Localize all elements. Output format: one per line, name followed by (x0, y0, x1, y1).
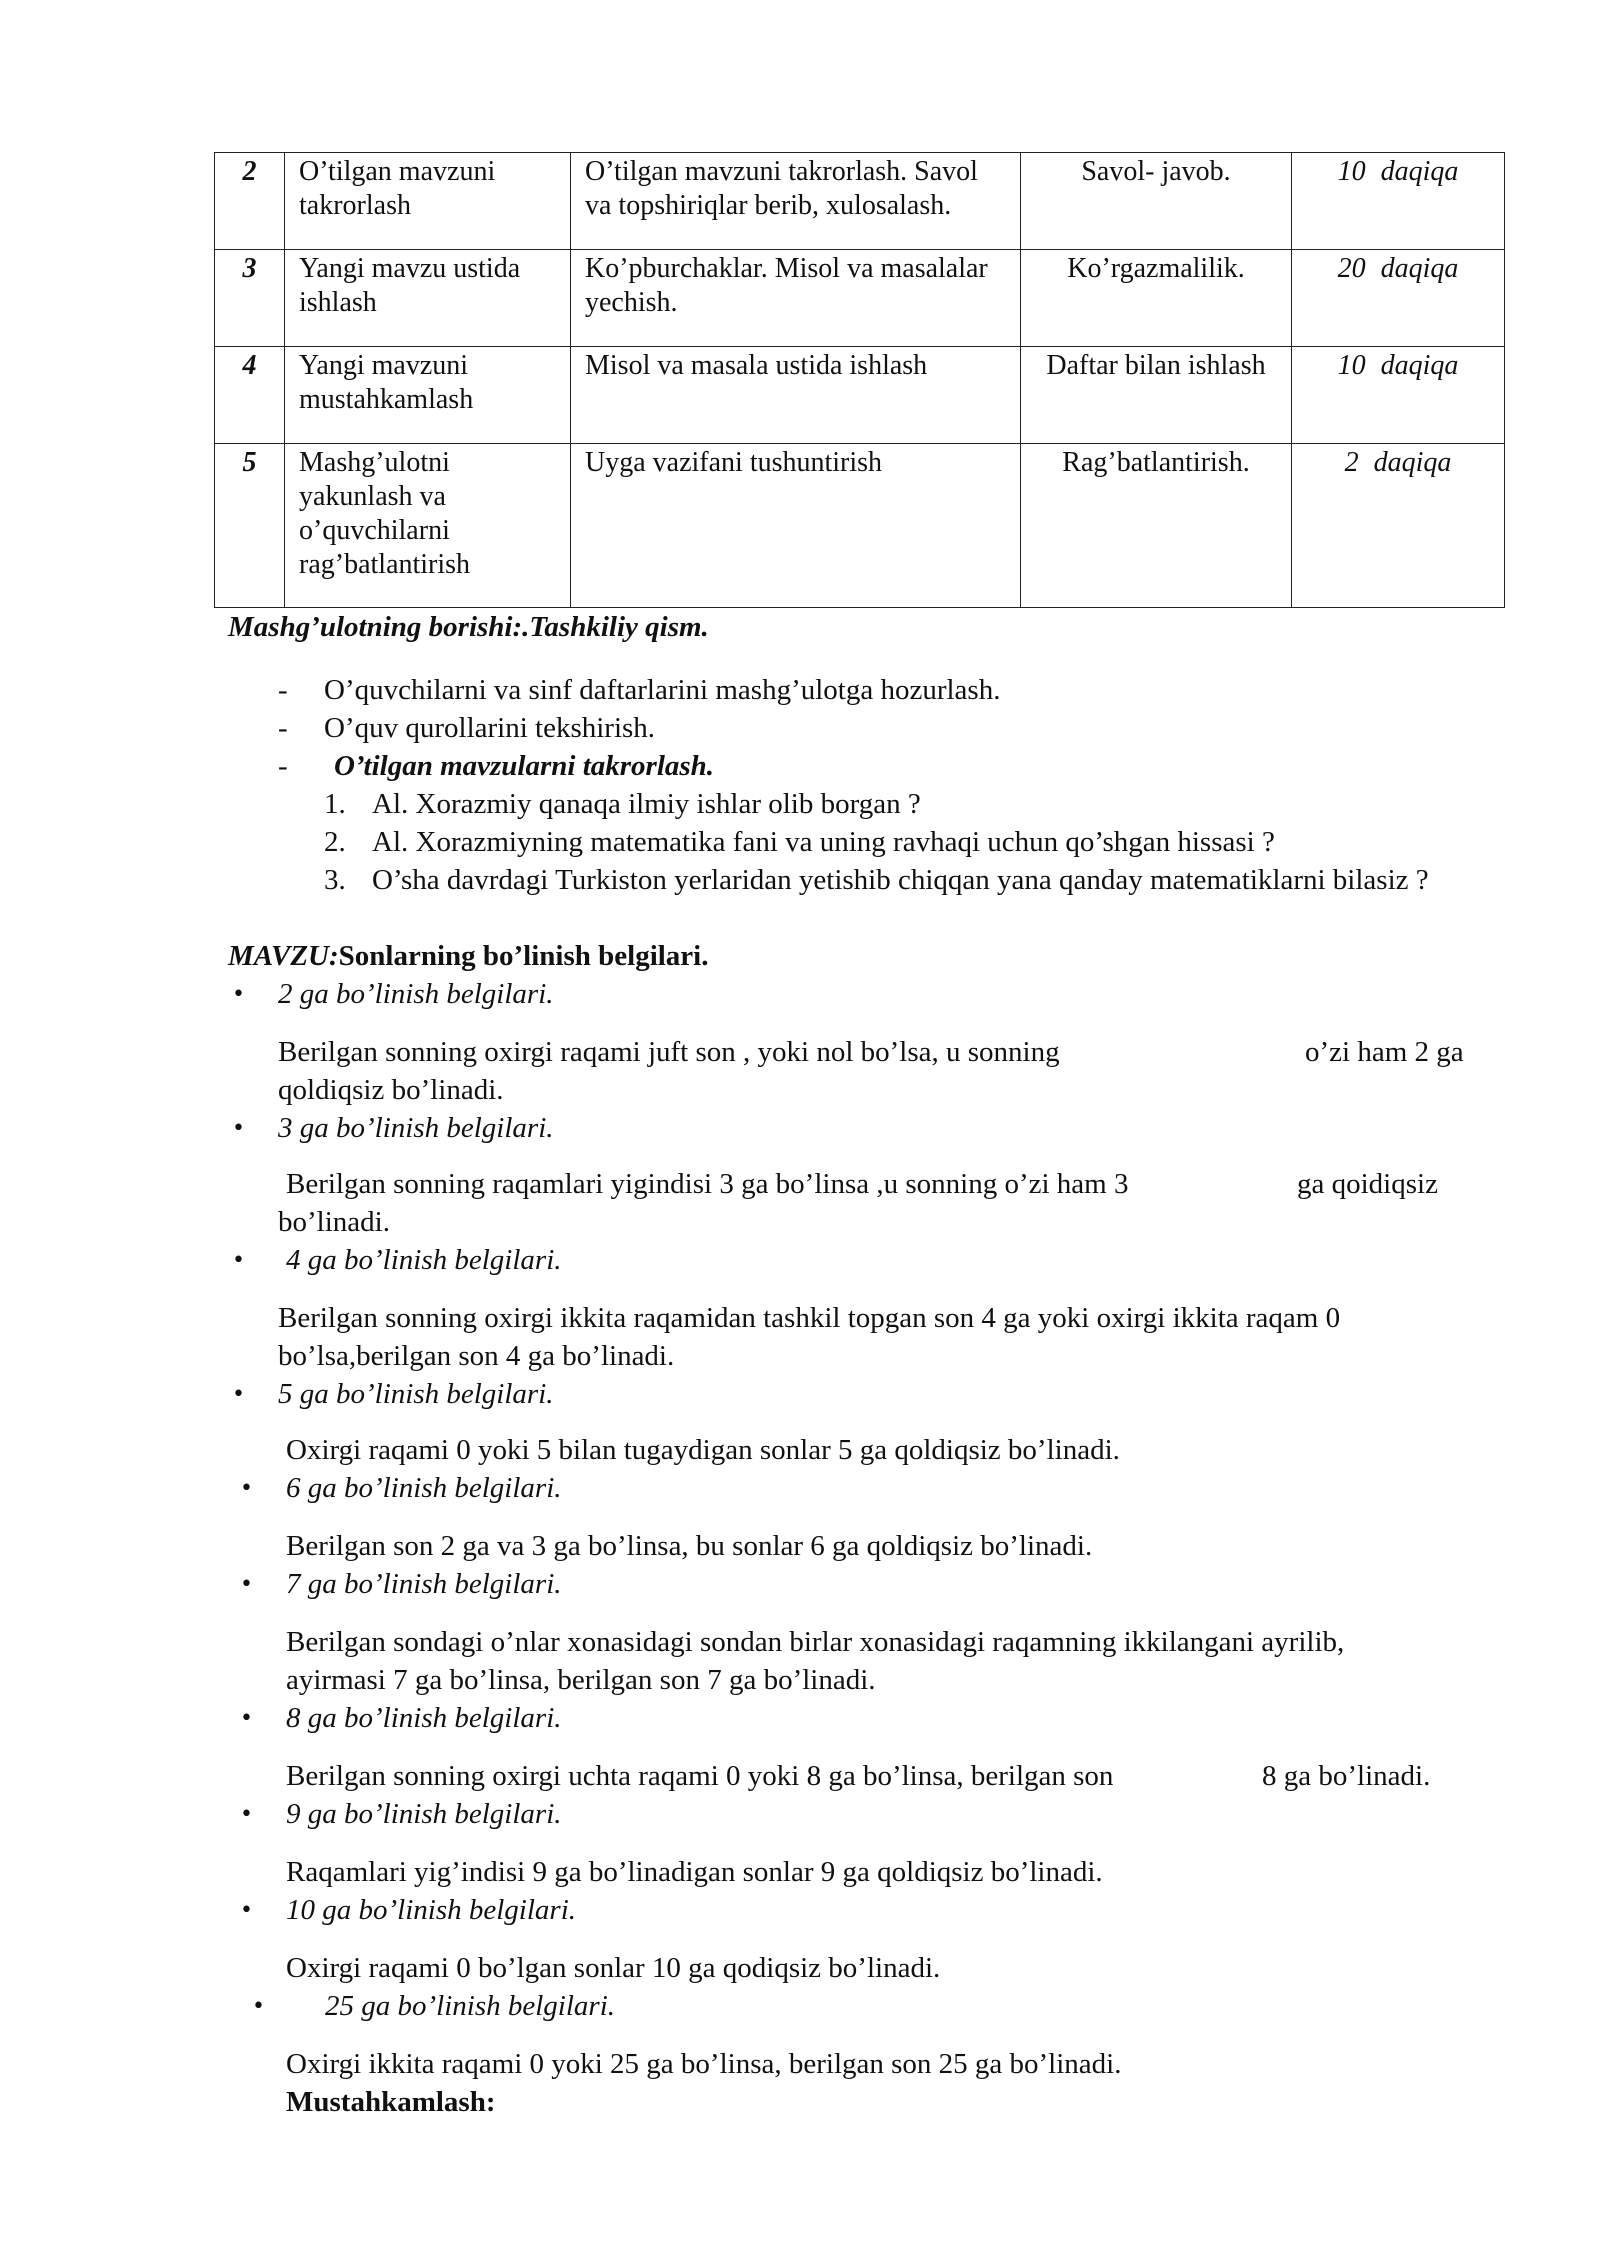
stage-content: Misol va masala ustida ishlash (571, 347, 1021, 444)
stage-name: O’tilgan mavzuni takrorlash (285, 153, 571, 250)
bullet-marker: • (240, 1802, 253, 1827)
bullet-marker: • (232, 1248, 245, 1273)
progress-heading: Mashg’ulotning borishi:.Tashkiliy qism. (228, 611, 709, 643)
stage-time: 20 daqiqa (1292, 250, 1505, 347)
rule-text-right: ga qoidiqsiz (1297, 1168, 1438, 1200)
question-text: Al. Xorazmiyning matematika fani va uning ravhaqi uchun qo’shgan hissasi ? (372, 826, 1275, 858)
stage-content: Ko’pburchaklar. Misol va masalalar yechish. (571, 250, 1021, 347)
dash-marker: - (278, 750, 288, 782)
stage-number: 4 (215, 347, 285, 444)
rule-heading: 2 ga bo’linish belgilari. (278, 978, 554, 1010)
stage-method: Ko’rgazmalilik. (1021, 250, 1292, 347)
rule-text: Berilgan sonning raqamlari yigindisi 3 ga bo’linsa ,u sonning o’zi ham 3 (286, 1168, 1129, 1200)
table-row (215, 347, 1505, 444)
stage-time: 10 daqiqa (1292, 153, 1505, 250)
rule-text-continued: ayirmasi 7 ga bo’linsa, berilgan son 7 ga bo’linadi. (286, 1664, 876, 1696)
rule-heading: 9 ga bo’linish belgilari. (286, 1798, 562, 1830)
bullet-marker: • (232, 1116, 245, 1141)
question-number: 3. (324, 864, 346, 896)
rule-text-continued: bo’linadi. (278, 1206, 390, 1238)
bullet-marker: • (252, 1994, 265, 2019)
rule-heading: 5 ga bo’linish belgilari. (278, 1378, 554, 1410)
rule-text: Oxirgi ikkita raqami 0 yoki 25 ga bo’linsa, berilgan son 25 ga bo’linadi. (286, 2048, 1122, 2080)
rule-heading: 4 ga bo’linish belgilari. (286, 1244, 562, 1276)
rule-text: Berilgan son 2 ga va 3 ga bo’linsa, bu sonlar 6 ga qoldiqsiz bo’linadi. (286, 1530, 1093, 1562)
consolidation-heading: Mustahkamlash: (286, 2086, 496, 2118)
question-text: O’sha davrdagi Turkiston yerlaridan yetishib chiqqan yana qanday matematiklarni bilasiz ? (372, 864, 1429, 896)
stage-time: 10 daqiqa (1292, 347, 1505, 444)
question-number: 2. (324, 826, 346, 858)
table-row (215, 444, 1505, 608)
bullet-marker: • (240, 1476, 253, 1501)
rule-heading: 3 ga bo’linish belgilari. (278, 1112, 554, 1144)
question-number: 1. (324, 788, 346, 820)
stage-name: Mashg’ulotni yakunlash va o’quvchilarni rag’batlantirish (285, 444, 571, 608)
org-item: O’quv qurollarini tekshirish. (324, 712, 656, 744)
stage-content: O’tilgan mavzuni takrorlash. Savol va topshiriqlar berib, xulosalash. (571, 153, 1021, 250)
bullet-marker: • (240, 1706, 253, 1731)
bullet-marker: • (232, 982, 245, 1007)
table-row (215, 153, 1505, 250)
stage-method: Daftar bilan ishlash (1021, 347, 1292, 444)
rule-text-continued: bo’lsa,berilgan son 4 ga bo’linadi. (278, 1340, 675, 1372)
rule-heading: 25 ga bo’linish belgilari. (325, 1990, 615, 2022)
rule-heading: 10 ga bo’linish belgilari. (286, 1894, 576, 1926)
table-row (215, 250, 1505, 347)
org-item: O’quvchilarni va sinf daftarlarini mashg’ulotga hozurlash. (324, 674, 1001, 706)
bullet-marker: • (240, 1898, 253, 1923)
rule-text: Berilgan sonning oxirgi uchta raqami 0 yoki 8 ga bo’linsa, berilgan son (286, 1760, 1114, 1792)
org-item: O’tilgan mavzularni takrorlash. (334, 750, 715, 782)
stage-method: Rag’batlantirish. (1021, 444, 1292, 608)
stage-number: 5 (215, 444, 285, 608)
rule-text: Berilgan sonning oxirgi raqami juft son , yoki nol bo’lsa, u sonning (278, 1036, 1060, 1068)
topic-title: Sonlarning bo’linish belgilari. (338, 940, 709, 972)
stage-content: Uyga vazifani tushuntirish (571, 444, 1021, 608)
rule-text: Raqamlari yig’indisi 9 ga bo’linadigan sonlar 9 ga qoldiqsiz bo’linadi. (286, 1856, 1103, 1888)
dash-marker: - (278, 712, 288, 744)
rule-heading: 6 ga bo’linish belgilari. (286, 1472, 562, 1504)
rule-text-continued: qoldiqsiz bo’linadi. (278, 1074, 504, 1106)
rule-heading: 8 ga bo’linish belgilari. (286, 1702, 562, 1734)
rule-text: Berilgan sondagi o’nlar xonasidagi sondan birlar xonasidagi raqamning ikkilangani ayrilib, (286, 1626, 1345, 1658)
dash-marker: - (278, 674, 288, 706)
bullet-marker: • (240, 1572, 253, 1597)
rule-text: Oxirgi raqami 0 bo’lgan sonlar 10 ga qodiqsiz bo’linadi. (286, 1952, 941, 1984)
topic-label: MAVZU: (228, 940, 339, 972)
stage-method: Savol- javob. (1021, 153, 1292, 250)
bullet-marker: • (232, 1382, 245, 1407)
stage-number: 2 (215, 153, 285, 250)
stage-name: Yangi mavzuni mustahkamlash (285, 347, 571, 444)
stage-time: 2 daqiqa (1292, 444, 1505, 608)
topic-line (228, 938, 709, 975)
stage-number: 3 (215, 250, 285, 347)
rule-heading: 7 ga bo’linish belgilari. (286, 1568, 562, 1600)
rule-text-right: 8 ga bo’linadi. (1262, 1760, 1431, 1792)
rule-text-right: o’zi ham 2 ga (1305, 1036, 1464, 1068)
stage-name: Yangi mavzu ustida ishlash (285, 250, 571, 347)
question-text: Al. Xorazmiy qanaqa ilmiy ishlar olib borgan ? (372, 788, 921, 820)
rule-text: Berilgan sonning oxirgi ikkita raqamidan tashkil topgan son 4 ga yoki oxirgi ikkita raqam 0 (278, 1302, 1341, 1334)
lesson-plan-table (214, 152, 1505, 608)
rule-text: Oxirgi raqami 0 yoki 5 bilan tugaydigan sonlar 5 ga qoldiqsiz bo’linadi. (286, 1434, 1120, 1466)
